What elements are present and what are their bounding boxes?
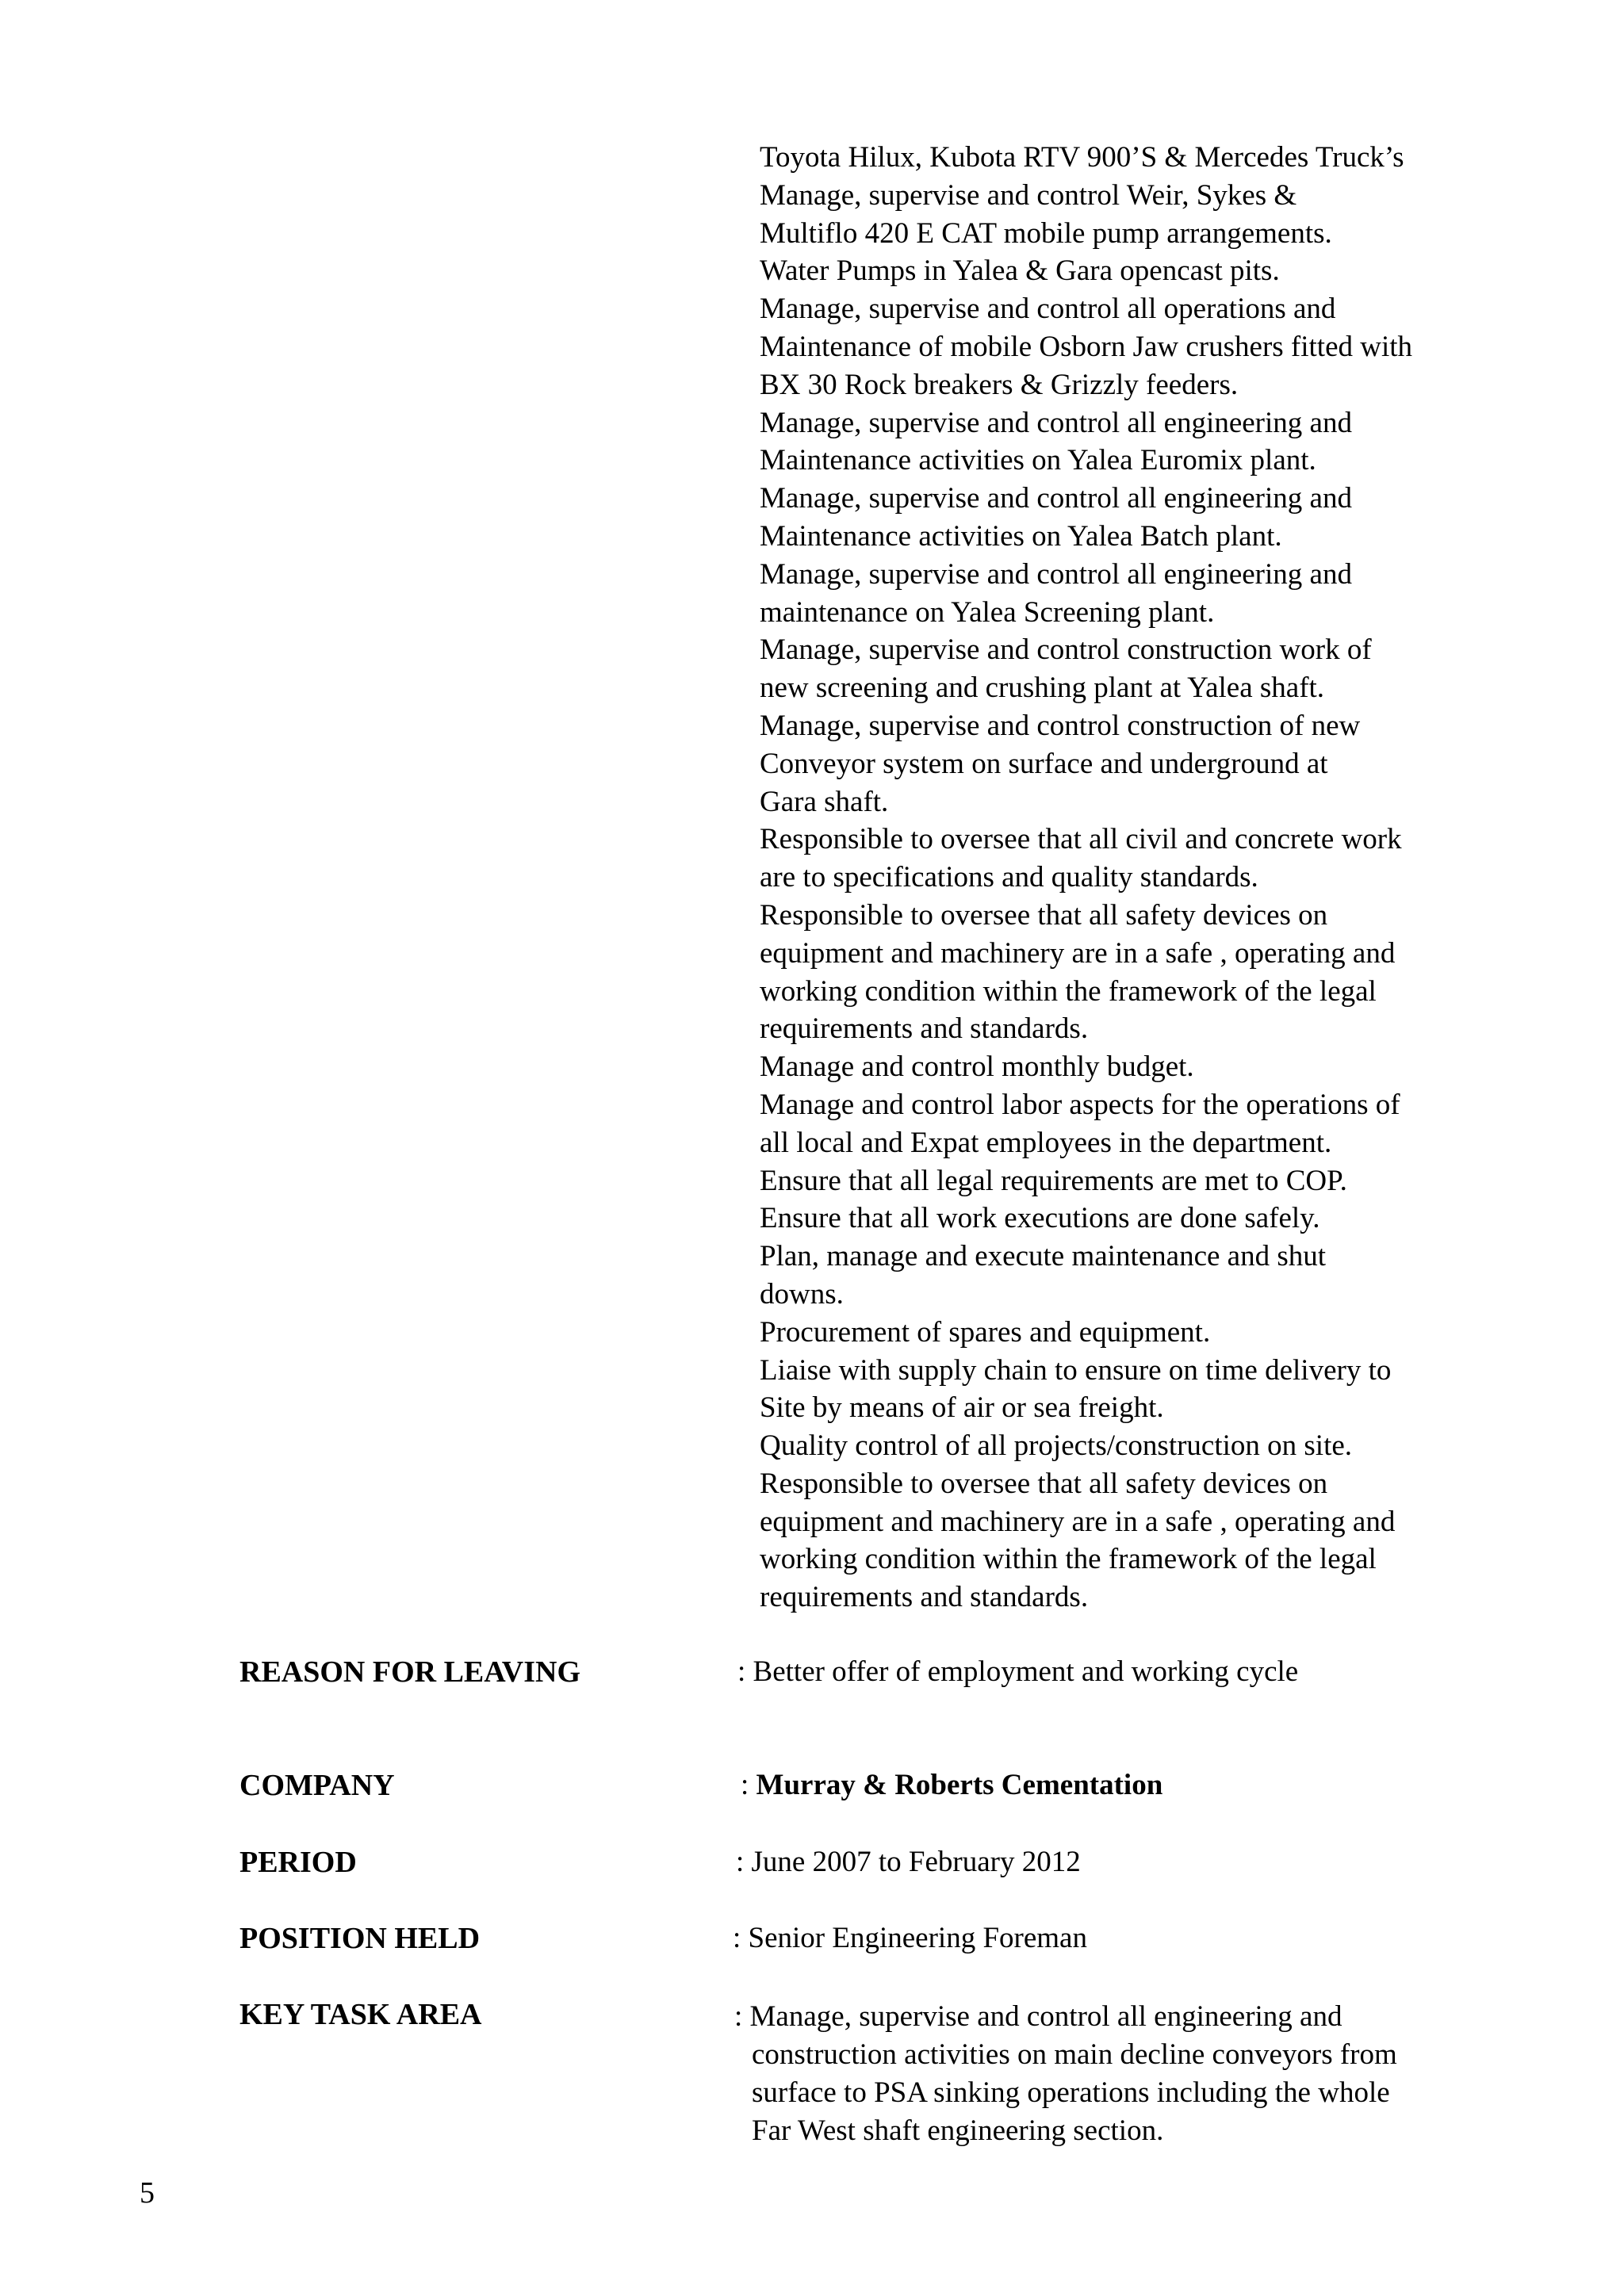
period-label: PERIOD (239, 1846, 357, 1879)
task-line: Conveyor system on surface and underground at (760, 747, 1328, 780)
task-line: Manage, supervise and control construction work of (760, 633, 1372, 667)
company-label: COMPANY (239, 1769, 395, 1802)
task-line: Toyota Hilux, Kubota RTV 900’S & Mercedes Truck’s (760, 141, 1404, 174)
key-task-area-line: surface to PSA sinking operations including the whole (752, 2076, 1390, 2109)
key-task-area-line: construction activities on main decline conveyors from (752, 2038, 1397, 2071)
task-line: equipment and machinery are in a safe , operating and (760, 936, 1396, 970)
task-line: Manage, supervise and control all engineering and (760, 557, 1352, 591)
key-task-list (760, 139, 1553, 1617)
company-name: Murray & Roberts Cementation (756, 1769, 1163, 1801)
company-prefix: : (741, 1769, 756, 1801)
task-line: BX 30 Rock breakers & Grizzly feeders. (760, 368, 1239, 401)
task-line: are to specifications and quality standards. (760, 861, 1258, 894)
task-line: Quality control of all projects/construction on site. (760, 1429, 1353, 1463)
task-line: Manage and control labor aspects for the operations of (760, 1088, 1400, 1121)
task-line: maintenance on Yalea Screening plant. (760, 595, 1215, 629)
task-line: Gara shaft. (760, 785, 889, 818)
period-value: : June 2007 to February 2012 (736, 1846, 1081, 1878)
page-number: 5 (140, 2176, 155, 2210)
task-line: Responsible to oversee that all safety devices on (760, 1467, 1328, 1500)
task-line: Manage and control monthly budget. (760, 1050, 1194, 1084)
task-line: working condition within the framework of the legal (760, 1543, 1377, 1576)
task-line: Responsible to oversee that all civil and concrete work (760, 823, 1402, 856)
task-line: Responsible to oversee that all safety devices on (760, 898, 1328, 932)
task-line: all local and Expat employees in the department. (760, 1126, 1332, 1159)
task-line: Ensure that all work executions are done safely. (760, 1202, 1320, 1235)
task-line: equipment and machinery are in a safe , operating and (760, 1505, 1396, 1538)
reason-for-leaving-label: REASON FOR LEAVING (239, 1655, 581, 1689)
task-line: working condition within the framework of the legal (760, 974, 1377, 1008)
task-line: Maintenance of mobile Osborn Jaw crushers fitted with (760, 330, 1413, 363)
task-line: Manage, supervise and control construction of new (760, 709, 1361, 742)
task-line: Liaise with supply chain to ensure on time delivery to (760, 1353, 1392, 1387)
task-line: requirements and standards. (760, 1012, 1089, 1046)
task-line: Manage, supervise and control Weir, Sykes & (760, 178, 1297, 212)
task-line: Maintenance activities on Yalea Euromix plant. (760, 444, 1316, 477)
reason-for-leaving-value: : Better offer of employment and working cycle (737, 1655, 1299, 1688)
key-task-area-value (734, 1998, 1575, 2150)
key-task-area-line: Far West shaft engineering section. (752, 2114, 1164, 2147)
task-line: downs. (760, 1277, 844, 1311)
task-line: Procurement of spares and equipment. (760, 1315, 1211, 1349)
task-line: Manage, supervise and control all operations and (760, 293, 1336, 326)
company-value (741, 1768, 1162, 1802)
key-task-area-label: KEY TASK AREA (239, 1998, 482, 2031)
task-line: new screening and crushing plant at Yalea shaft. (760, 672, 1325, 705)
task-line: Plan, manage and execute maintenance and shut (760, 1240, 1327, 1273)
task-line: Water Pumps in Yalea & Gara opencast pits. (760, 254, 1280, 288)
task-line: Maintenance activities on Yalea Batch plant. (760, 519, 1282, 553)
task-line: Manage, supervise and control all engineering and (760, 406, 1352, 439)
task-line: Manage, supervise and control all engineering and (760, 482, 1352, 515)
key-task-area-line: : Manage, supervise and control all engineering and (734, 2000, 1342, 2033)
position-held-label: POSITION HELD (239, 1922, 481, 1955)
position-held-value: : Senior Engineering Foreman (733, 1922, 1087, 1954)
task-line: Site by means of air or sea freight. (760, 1391, 1164, 1425)
task-line: requirements and standards. (760, 1581, 1089, 1614)
task-line: Ensure that all legal requirements are met to COP. (760, 1164, 1347, 1197)
task-line: Multiflo 420 E CAT mobile pump arrangements. (760, 216, 1332, 250)
